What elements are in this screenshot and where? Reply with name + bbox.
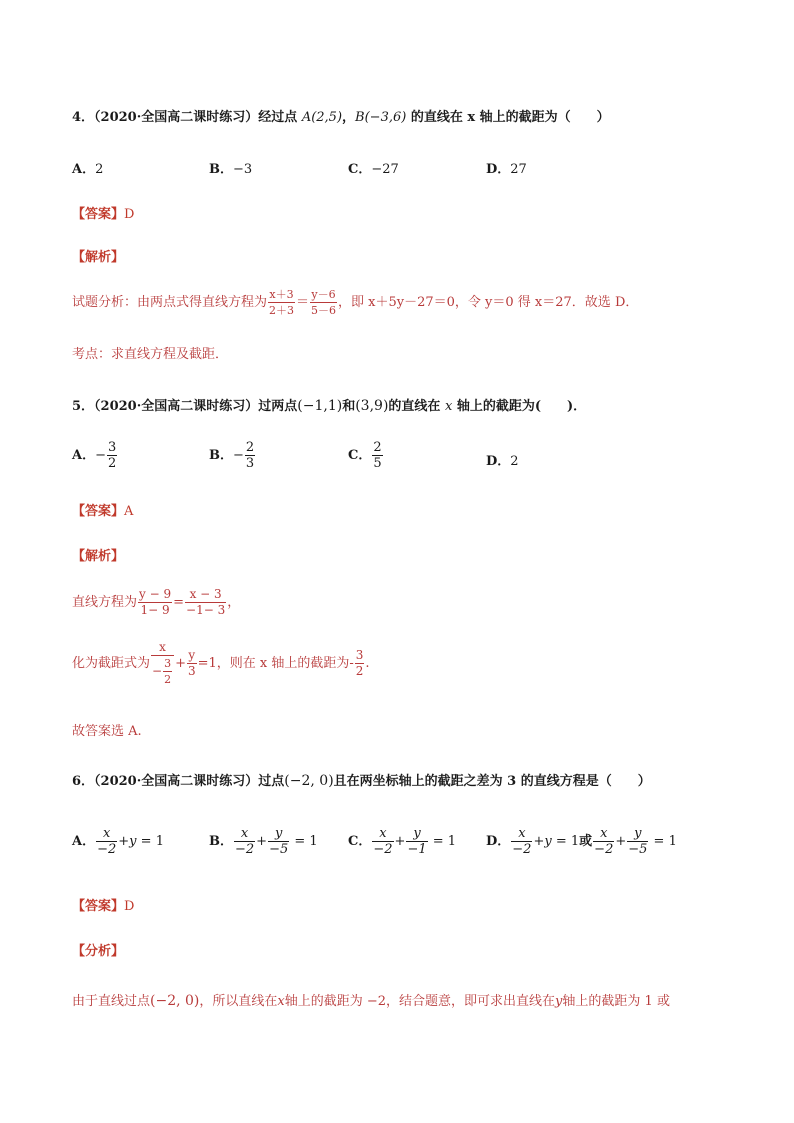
q5-answer: 【答案】A [72,504,134,519]
q6-option-a: A． $\frac{x}{-2}$ +y = 1 [72,826,164,857]
q4-answer: 【答案】D [72,207,135,222]
q5-option-a: A．− $\frac{3}{2}$ [72,440,117,471]
q4-point-label: 考点：求直线方程及截距． [72,347,229,362]
q4-option-a: A．2 [72,162,104,177]
q4-stem: 4．（2020·全国高二课时练习）经过点 A(2,5)，B(−3,6) 的直线在 x 轴上的截距为（ ） [72,110,610,125]
q6-answer: 【答案】D [72,899,135,914]
q4-option-d: D．27 [486,162,527,177]
q5-stem: 5．（2020·全国高二课时练习）过两点(−1,1)和(3,9)的直线在 x 轴上的截距为( )． [72,398,587,414]
q4-option-c: C．−27 [348,162,399,177]
q6-option-c: C． $\frac{x}{-2}$ + $\frac{y}{-1}$ = 1 [348,826,457,857]
q4-analysis-text: 试题分析：由两点式得直线方程为 $\frac{x+3}{2+3}$ ＝ $\frac{y-6}{5-6}$ ，即 x＋5y－27＝0，令 y＝0 得 x＝27．故选 D． [72,288,639,317]
q6-analysis-label: 【分析】 [72,944,125,959]
q6-option-d: D． $\frac{x}{-2}$ +y = 1或 $\frac{x}{-2}$ + $\frac{y}{-5}$ = 1 [486,826,677,857]
q4-option-b: B．−3 [209,162,253,177]
q5-option-b: B．− $\frac{2}{3}$ [209,440,255,471]
q5-option-c: C． $\frac{2}{5}$ [348,440,382,471]
q5-analysis-line1: 直线方程为 $\frac{y - 9}{1- 9}$ = $\frac{x - 3}{-1- 3}$ ， [72,587,241,617]
q6-option-b: B． $\frac{x}{-2}$ + $\frac{y}{-5}$ = 1 [209,826,318,857]
q4-analysis-label: 【解析】 [72,250,125,265]
q5-analysis-label: 【解析】 [72,549,125,564]
q5-option-d: D．2 [486,454,519,469]
q5-analysis-line2: 化为截距式为 x − $\frac{3}{2}$ + $\frac{y}{3}$ =1，则在 x 轴上的截距为- $\frac{3}{2}$ . [72,640,370,686]
q6-stem: 6．（2020·全国高二课时练习）过点(−2, 0)且在两坐标轴上的截距之差为 3 的直线方程是（ ） [72,773,651,789]
q6-analysis-text: 由于直线过点(−2, 0)，所以直线在x轴上的截距为 −2，结合题意，即可求出直线在y轴上的截距为 1 或 [72,993,670,1009]
q5-conclusion: 故答案选 A. [72,724,142,739]
